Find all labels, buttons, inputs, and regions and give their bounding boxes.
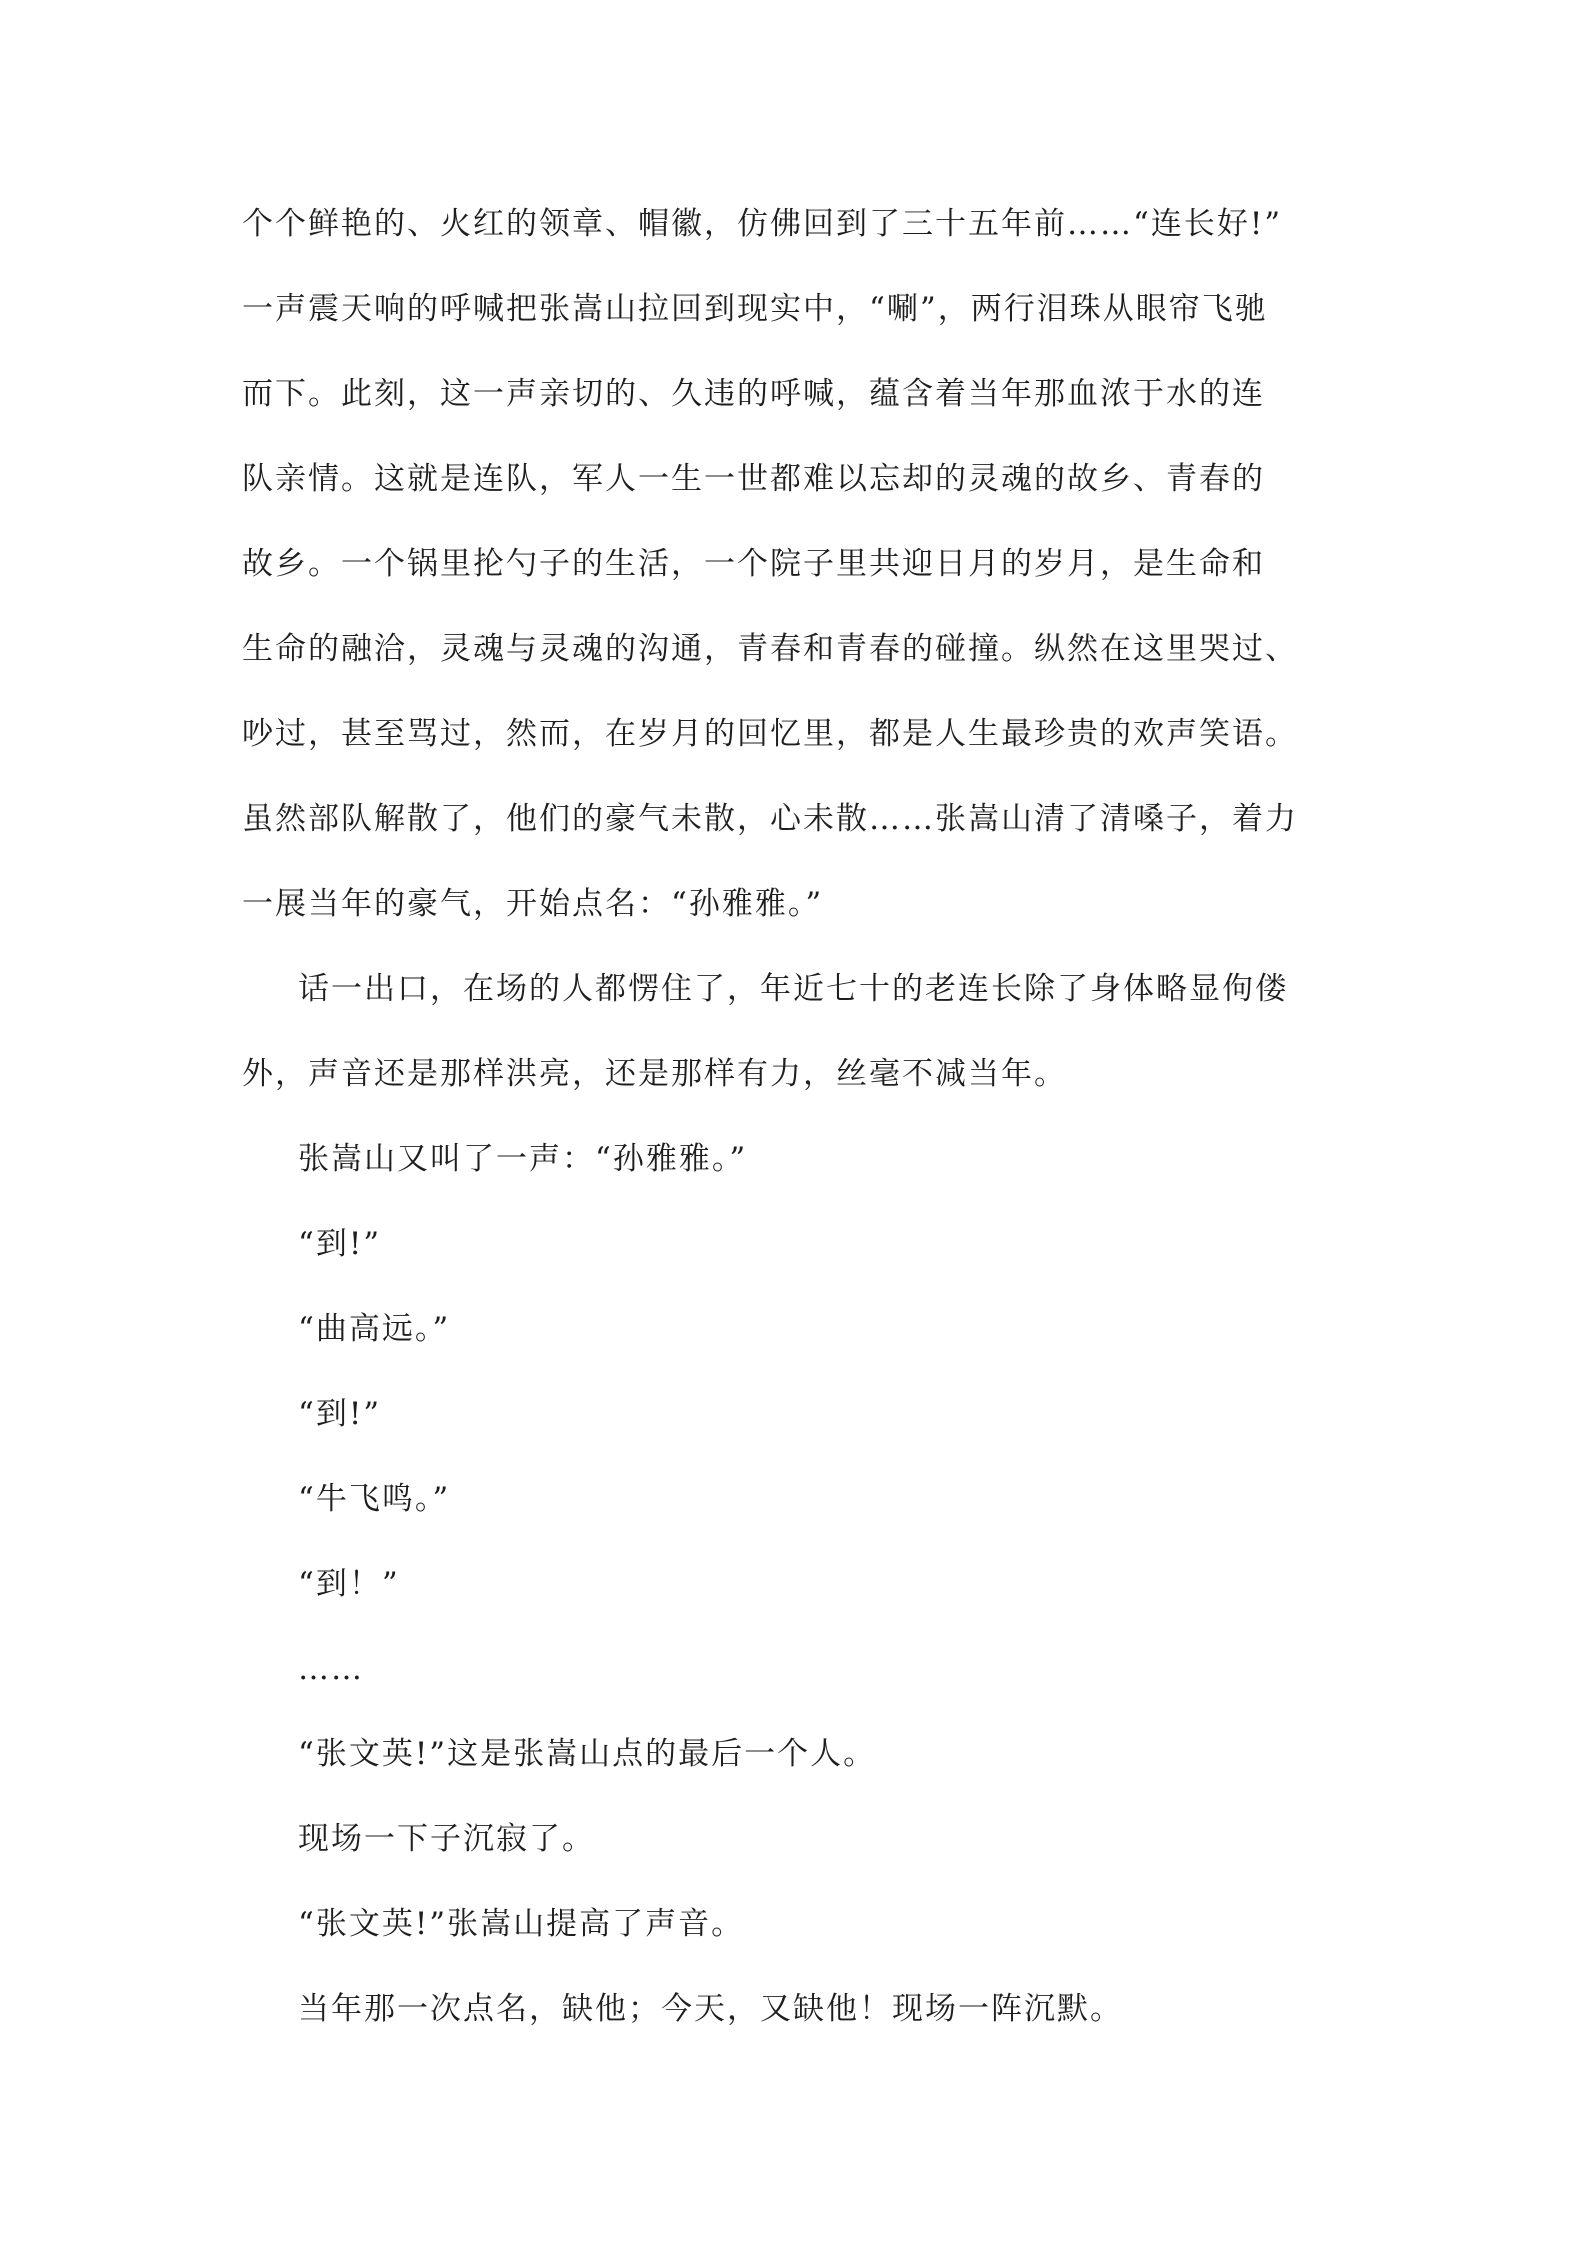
ellipsis-line: …… [298,1651,364,1687]
text-line: 而下。此刻，这一声亲切的、久违的呼喊，蕴含着当年那血浓于水的连 [242,376,1265,412]
paragraph-first-line: 张嵩山又叫了一声：“孙雅雅。” [298,1141,748,1177]
text-line: 故乡。一个锅里抡勺子的生活，一个院子里共迎日月的岁月，是生命和 [242,546,1265,582]
dialogue-line: “到！” [298,1566,400,1602]
body-text [242,182,1352,2052]
dialogue-line: “到!” [298,1396,382,1432]
dialogue-line: “张文英!”这是张嵩山点的最后一个人。 [298,1736,877,1772]
paragraph-first-line: 现场一下子沉寂了。 [298,1821,595,1857]
text-line: 虽然部队解散了，他们的豪气未散，心未散……张嵩山清了清嗓子，着力 [242,801,1298,837]
paragraph-first-line: 当年那一次点名，缺他；今天，又缺他！现场一阵沉默。 [298,1991,1123,2027]
text-line: 一声震天响的呼喊把张嵩山拉回到现实中，“唰”，两行泪珠从眼帘飞驰 [242,291,1268,327]
text-line: 队亲情。这就是连队，军人一生一世都难以忘却的灵魂的故乡、青春的 [242,461,1265,497]
text-line: 吵过，甚至骂过，然而，在岁月的回忆里，都是人生最珍贵的欢声笑语。 [242,716,1298,752]
text-line: 一展当年的豪气，开始点名：“孙雅雅。” [242,886,824,922]
paragraph-first-line: 话一出口，在场的人都愣住了，年近七十的老连长除了身体略显佝偻 [298,971,1288,1007]
text-line: 个个鲜艳的、火红的领章、帽徽，仿佛回到了三十五年前……“连长好!” [242,206,1283,242]
dialogue-line: “张文英!”张嵩山提高了声音。 [298,1906,745,1942]
dialogue-line: “到!” [298,1226,382,1262]
text-line: 生命的融洽，灵魂与灵魂的沟通，青春和青春的碰撞。纵然在这里哭过、 [242,631,1298,667]
text-line: 外，声音还是那样洪亮，还是那样有力，丝毫不减当年。 [242,1056,1067,1092]
dialogue-line: “曲高远。” [298,1311,451,1347]
dialogue-line: “牛飞鸣。” [298,1481,451,1517]
